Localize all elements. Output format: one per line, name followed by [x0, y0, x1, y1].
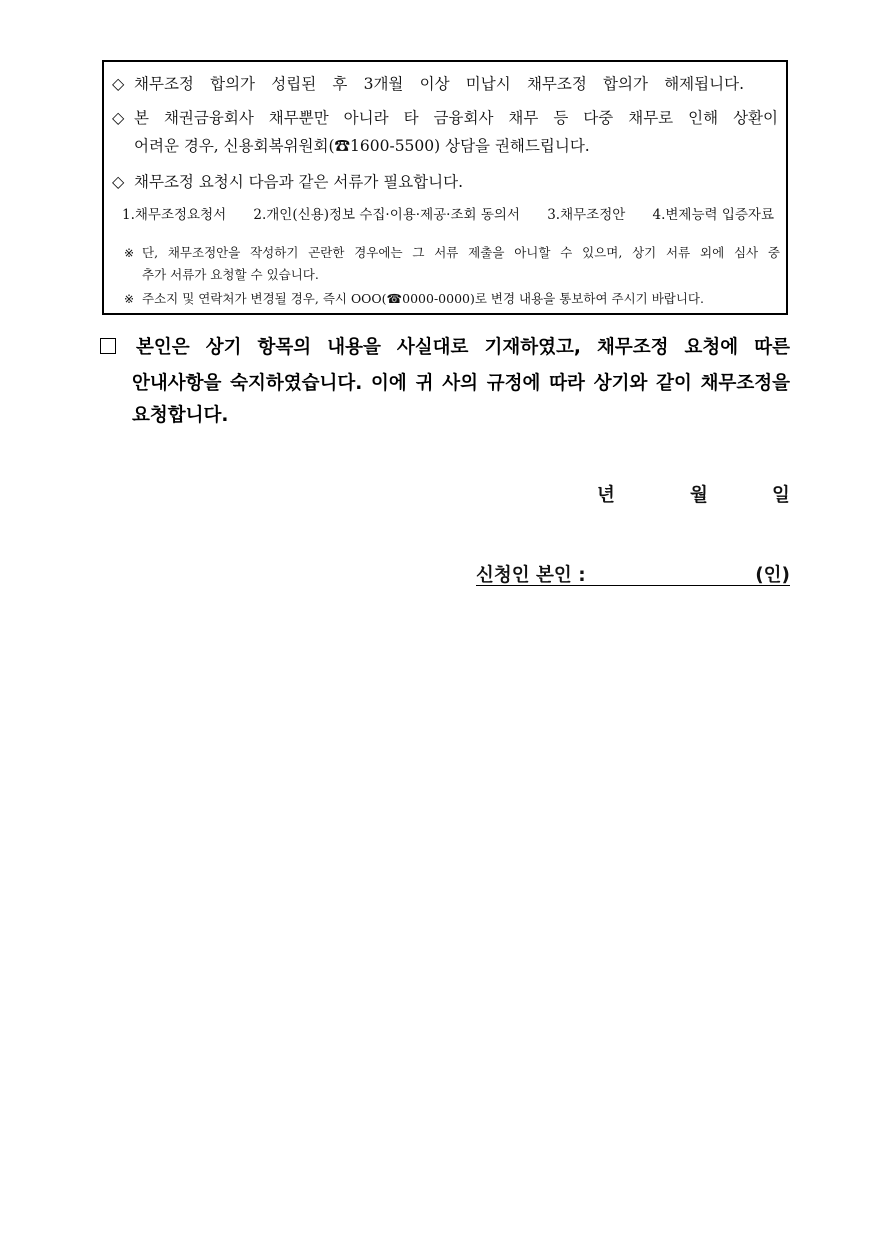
date-day-label: 일: [772, 485, 790, 506]
note-1a: [124, 243, 780, 261]
reference-mark-icon: ※: [124, 246, 135, 260]
document-item: 4.변제능력 입증자료: [652, 207, 774, 223]
note-text-1a: 단, 채무조정안을 작성하기 곤란한 경우에는 그 서류 제출을 아니할 수 있으며, 상기 서류 외에 심사 중: [142, 245, 780, 260]
notice-line-1: [112, 72, 744, 94]
declaration-line-3: [132, 401, 228, 427]
notice-line-3: [112, 170, 463, 192]
notice-text-2a: 본 채권금융회사 채무뿐만 아니라 타 금융회사 채무 등 다중 채무로 인해 상환이: [134, 109, 778, 127]
notice-text-2b: 어려운 경우, 신용회복위원회(☎1600-5500) 상담을 권해드립니다.: [134, 137, 590, 155]
seal-label: (인): [755, 565, 790, 586]
document-item: 3.채무조정안: [547, 207, 626, 223]
signature-line[interactable]: [476, 561, 790, 586]
notice-box: [102, 60, 788, 315]
diamond-bullet-icon: ◇: [112, 74, 125, 93]
declaration-line-1: [100, 333, 790, 359]
reference-mark-icon: ※: [124, 292, 135, 306]
date-month-label: 월: [690, 485, 708, 506]
note-1b: [142, 265, 319, 283]
note-text-2: 주소지 및 연락처가 변경될 경우, 즉시 OOO(☎0000-0000)로 변경 내용을 통보하여 주시기 바랍니다.: [142, 291, 704, 306]
note-text-1b: 추가 서류가 요청할 수 있습니다.: [142, 267, 319, 282]
declaration-text-3: 요청합니다.: [132, 405, 229, 426]
declaration-line-2: [132, 369, 790, 395]
date-year-label: 년: [597, 485, 615, 506]
notice-line-2b: [134, 134, 590, 156]
declaration-text-1: 본인은 상기 항목의 내용을 사실대로 기재하였고, 채무조정 요청에 따른: [136, 337, 790, 358]
declaration-text-2: 안내사항을 숙지하였습니다. 이에 귀 사의 규정에 따라 상기와 같이 채무조정을: [132, 373, 790, 394]
consent-checkbox[interactable]: [100, 338, 116, 354]
notice-line-2a: [112, 106, 778, 128]
notice-text-1: 채무조정 합의가 성립된 후 3개월 이상 미납시 채무조정 합의가 해제됩니다.: [134, 75, 744, 93]
note-2: [124, 289, 704, 307]
diamond-bullet-icon: ◇: [112, 108, 125, 127]
document-item: 1.채무조정요청서: [122, 207, 227, 223]
document-item: 2.개인(신용)정보 수집·이용·제공·조회 동의서: [253, 207, 520, 223]
applicant-label: 신청인 본인 :: [476, 565, 586, 586]
diamond-bullet-icon: ◇: [112, 172, 125, 191]
notice-text-3: 채무조정 요청시 다음과 같은 서류가 필요합니다.: [134, 173, 464, 191]
required-documents-list: [122, 203, 774, 223]
